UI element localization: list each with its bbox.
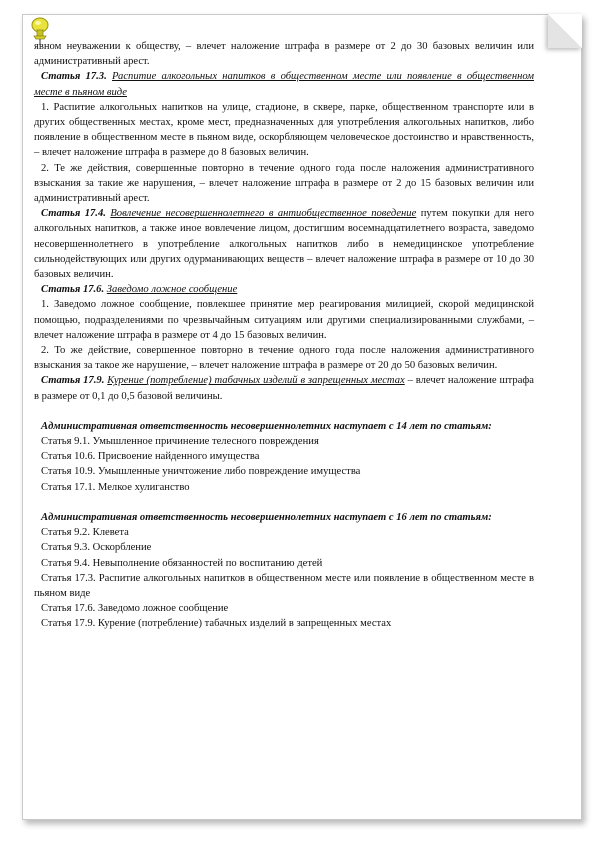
article-17-3-part-2: 2. Те же действия, совершенные повторно в течение одного года после наложения административного взыскания за такие же нарушения, – влечет наложение штрафа в размере от 2 до 15 базовых величин или административный арест.: [34, 162, 534, 205]
section-14-heading: Административная ответственность несовершеннолетних наступает с 14 лет по статьям:: [41, 420, 492, 432]
article-number: Статья 17.3.: [41, 71, 107, 83]
article-17-6-heading: [34, 282, 534, 297]
article-17-6-part-1: 1. Заведомо ложное сообщение, повлекшее принятие мер реагирования милицией, скорой медицинской помощью, подразделениями по чрезвычайным ситуациям или другими специализированными службами, – влечет наложение штрафа в размере от 4 до 15 базовых величин.: [34, 299, 534, 341]
article-title: Курение (потребление) табачных изделий в запрещенных местах: [107, 375, 405, 387]
document-body: [34, 39, 534, 632]
list-item: Статья 17.9. Курение (потребление) табачных изделий в запрещенных местах: [41, 618, 392, 630]
list-item: Статья 17.6. Заведомо ложное сообщение: [41, 603, 229, 615]
page-curl: [548, 14, 582, 48]
list-item: Статья 9.3. Оскорбление: [41, 542, 152, 554]
article-number: Статья 17.4.: [41, 208, 106, 220]
list-item: Статья 9.1. Умышленное причинение телесного повреждения: [41, 436, 319, 448]
list-item: Статья 17.1. Мелкое хулиганство: [41, 481, 190, 493]
list-item: Статья 9.2. Клевета: [41, 527, 129, 539]
article-title: Распитие алкогольных напитков в общественном месте или появление в общественном месте в пьяном виде: [34, 71, 534, 98]
article-17-4: [34, 206, 534, 282]
article-17-3-part-1: 1. Распитие алкогольных напитков на улице, стадионе, в сквере, парке, общественном транспорте или в других общественных местах, кроме мест, предназначенных для употребления алкогольных напитков, либо появление в общественном месте в пьяном виде, оскорбляющем человеческое достоинство и нравственность, – влечет наложение штрафа в размере до 8 базовых величин.: [34, 101, 534, 159]
list-item: Статья 10.9. Умышленные уничтожение либо повреждение имущества: [41, 466, 361, 478]
list-item: Статья 17.3. Распитие алкогольных напитков в общественном месте или появление в общественном месте в пьяном виде: [34, 572, 534, 599]
list-item: Статья 9.4. Невыполнение обязанностей по воспитанию детей: [41, 557, 323, 569]
article-title: Вовлечение несовершеннолетнего в антиобщественное поведение: [110, 208, 417, 220]
article-number: Статья 17.9.: [41, 375, 105, 387]
intro-paragraph: явном неуважении к обществу, – влечет наложение штрафа в размере от 2 до 30 базовых величин или административный арест.: [34, 41, 534, 68]
article-17-3-heading: [34, 69, 534, 99]
article-number: Статья 17.6.: [41, 284, 105, 296]
section-16-heading: Административная ответственность несовершеннолетних наступает с 16 лет по статьям:: [41, 511, 492, 523]
article-17-6-part-2: 2. То же действие, совершенное повторно в течение одного года после наложения административного взыскания за такое же нарушение, – влечет наложение штрафа в размере от 20 до 50 базовых величин.: [34, 345, 534, 372]
article-text: путем покупки для него алкогольных напитков, а также иное вовлечение лицом, достигшим восемнадцатилетнего возраста, заведомо несовершеннолетнего в употребление алкогольных напитков либо в немедицинское употребление сильнодействующих или других одурманивающих веществ – влечет наложение штрафа в размере от 10 до 30 базовых величин.: [34, 208, 534, 281]
list-item: Статья 10.6. Присвоение найденного имущества: [41, 451, 260, 463]
article-title: Заведомо ложное сообщение: [106, 284, 238, 296]
article-text: – влечет наложение штрафа в размере от 0,1 до 0,5 базовой величины.: [34, 375, 534, 402]
article-17-9: [34, 373, 534, 403]
